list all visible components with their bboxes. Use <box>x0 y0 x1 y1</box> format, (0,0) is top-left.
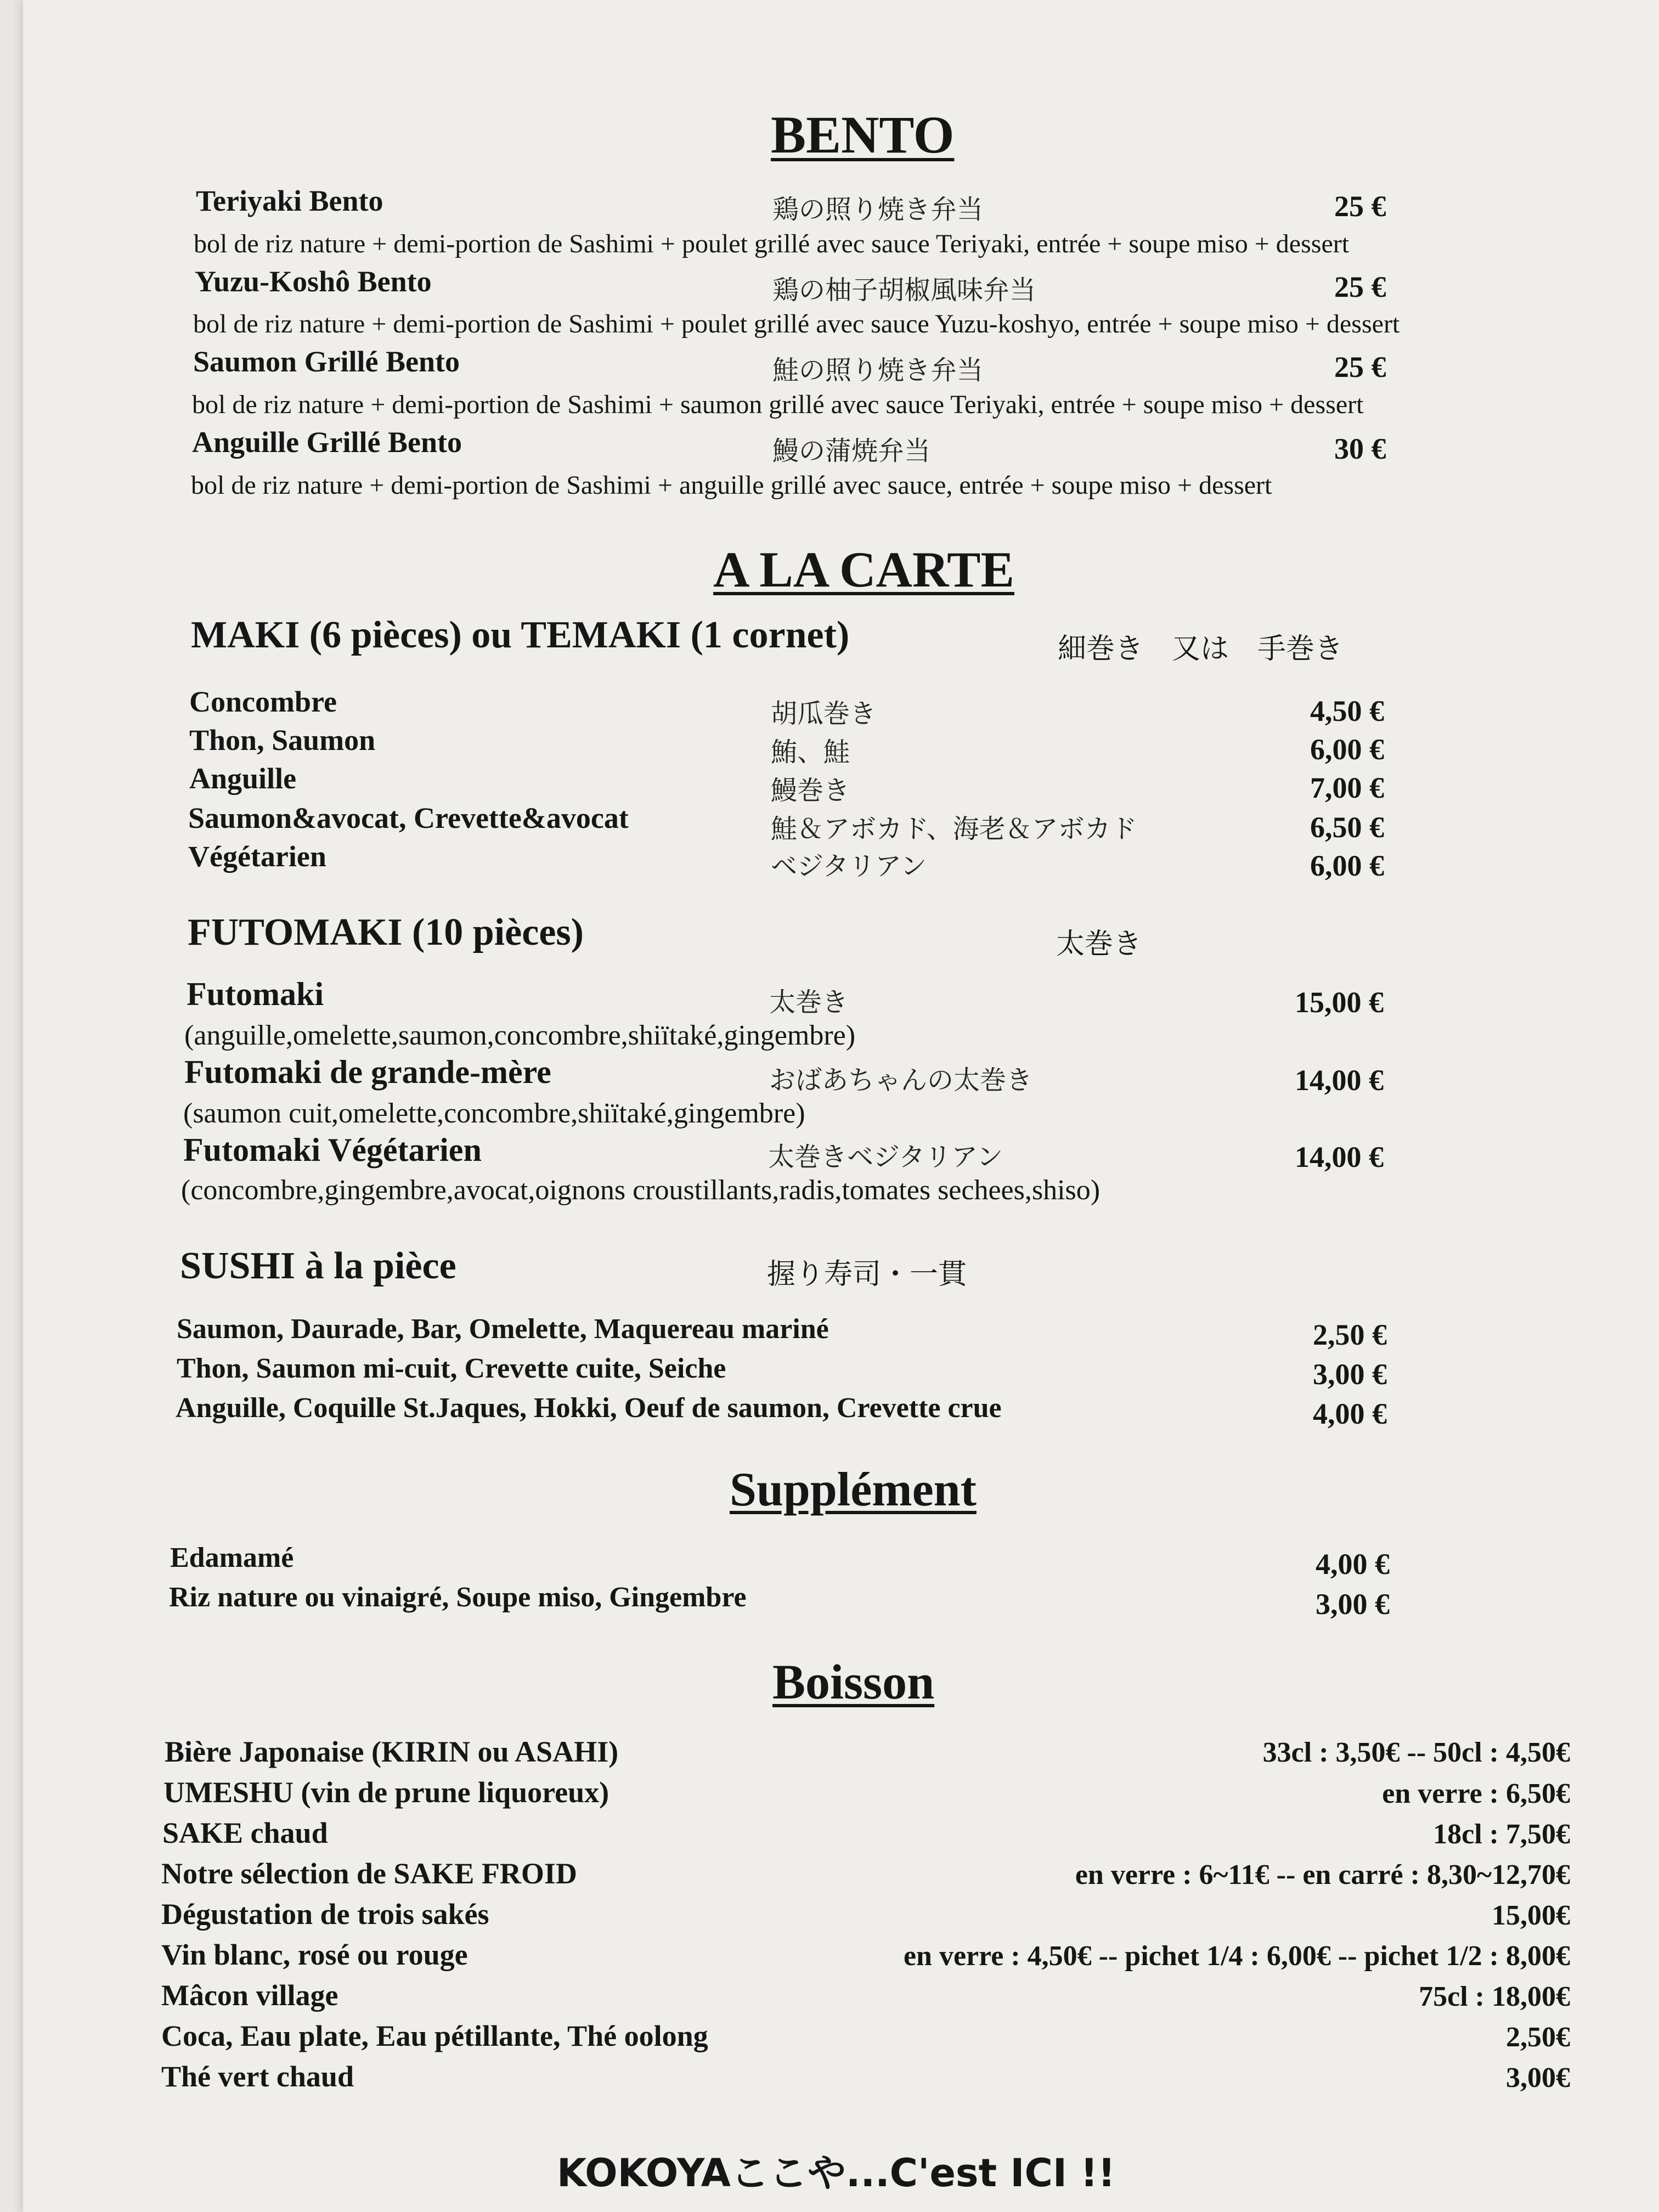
drink-name: Coca, Eau plate, Eau pétillante, Thé oolong <box>161 2019 708 2052</box>
sushi-heading-jp: 握り寿司・一貫 <box>767 1258 967 1291</box>
drink-price: en verre : 4,50€ -- pichet 1/4 : 6,00€ -- pichet 1/2 : 8,00€ <box>903 1940 1570 1972</box>
maki-item-jp: 鮪、鮭 <box>771 737 850 768</box>
bento-item-desc: bol de riz nature + demi-portion de Sashimi + anguille grillé avec sauce, entrée + soupe miso + dessert <box>191 471 1272 500</box>
maki-heading: MAKI (6 pièces) ou TEMAKI (1 cornet) <box>191 614 850 656</box>
drink-name: Vin blanc, rosé ou rouge <box>161 1938 468 1971</box>
maki-heading-jp: 細巻き 又は 手巻き <box>1058 633 1344 665</box>
bento-item-desc: bol de riz nature + demi-portion de Sashimi + poulet grillé avec sauce Yuzu-koshyo, entrée + soupe miso + dessert <box>193 309 1400 338</box>
sushi-item-price: 2,50 € <box>1313 1318 1387 1351</box>
bento-item-price: 30 € <box>1334 432 1386 465</box>
drink-price: en verre : 6,50€ <box>1382 1778 1570 1809</box>
section-title-boisson: Boisson <box>772 1655 935 1709</box>
supplement-item-price: 3,00 € <box>1316 1588 1390 1621</box>
maki-item-jp: ベジタリアン <box>771 851 927 882</box>
section-title-bento: BENTO <box>771 105 955 164</box>
maki-item-name: Thon, Saumon <box>189 724 376 757</box>
futomaki-item-name: Futomaki Végétarien <box>183 1132 482 1168</box>
sushi-item-price: 4,00 € <box>1313 1397 1387 1430</box>
bento-item-name: Anguille Grillé Bento <box>192 426 462 459</box>
bento-item-desc: bol de riz nature + demi-portion de Sashimi + poulet grillé avec sauce Teriyaki, entrée + soupe miso + dessert <box>194 229 1350 258</box>
drink-price: 3,00€ <box>1506 2062 1570 2094</box>
bento-item-name: Teriyaki Bento <box>196 184 383 217</box>
bento-item-name: Yuzu-Koshô Bento <box>195 265 432 298</box>
drink-name: Thé vert chaud <box>161 2060 354 2093</box>
bento-item-jp: 鶏の柚子胡椒風味弁当 <box>772 275 1036 306</box>
sushi-item-name: Saumon, Daurade, Bar, Omelette, Maquereau mariné <box>177 1313 829 1345</box>
bento-item-jp: 鮭の照り焼き弁当 <box>772 355 984 386</box>
section-title-a-la-carte: A LA CARTE <box>713 541 1014 597</box>
maki-item-name: Saumon&avocat, Crevette&avocat <box>188 802 629 834</box>
drink-name: UMESHU (vin de prune liquoreux) <box>163 1776 610 1809</box>
drink-price: 75cl : 18,00€ <box>1419 1981 1570 2012</box>
maki-item-price: 6,00 € <box>1310 849 1384 882</box>
drink-price: en verre : 6~11€ -- en carré : 8,30~12,70€ <box>1075 1859 1570 1891</box>
maki-item-price: 6,50 € <box>1310 811 1384 844</box>
futomaki-item-jp: 太巻き <box>769 987 849 1018</box>
drink-name: Dégustation de trois sakés <box>161 1898 489 1931</box>
bento-item-price: 25 € <box>1334 351 1386 383</box>
sushi-item-price: 3,00 € <box>1313 1358 1387 1391</box>
drink-price: 15,00€ <box>1492 1900 1570 1931</box>
supplement-item-name: Edamamé <box>170 1542 294 1573</box>
maki-item-jp: 鮭＆アボカド、海老＆アボカド <box>771 814 1137 844</box>
futomaki-item-jp: 太巻きベジタリアン <box>768 1142 1003 1172</box>
maki-item-jp: 鰻巻き <box>771 775 850 806</box>
sushi-heading: SUSHI à la pièce <box>180 1245 456 1287</box>
bento-item-name: Saumon Grillé Bento <box>193 345 460 378</box>
futomaki-item-desc: (concombre,gingembre,avocat,oignons croustillants,radis,tomates sechees,shiso) <box>181 1175 1101 1206</box>
bento-item-jp: 鰻の蒲焼弁当 <box>772 436 931 466</box>
drink-price: 33cl : 3,50€ -- 50cl : 4,50€ <box>1262 1737 1570 1768</box>
bento-item-price: 25 € <box>1334 190 1386 223</box>
maki-item-name: Anguille <box>189 762 297 795</box>
bento-item-price: 25 € <box>1334 270 1386 303</box>
bento-item-jp: 鶏の照り焼き弁当 <box>772 194 984 225</box>
futomaki-heading-jp: 太巻き <box>1056 928 1142 961</box>
sushi-item-name: Anguille, Coquille St.Jaques, Hokki, Oeuf de saumon, Crevette crue <box>176 1392 1002 1424</box>
sushi-item-name: Thon, Saumon mi-cuit, Crevette cuite, Seiche <box>177 1353 726 1384</box>
futomaki-item-price: 14,00 € <box>1295 1064 1384 1097</box>
futomaki-item-name: Futomaki <box>187 976 324 1012</box>
futomaki-item-price: 15,00 € <box>1295 986 1384 1019</box>
maki-item-name: Concombre <box>189 685 337 718</box>
footer-slogan: KOKOYAここや...C'est ICI !! <box>557 2151 1116 2196</box>
maki-item-price: 7,00 € <box>1310 771 1384 804</box>
supplement-item-name: Riz nature ou vinaigré, Soupe miso, Gingembre <box>169 1582 747 1613</box>
futomaki-item-desc: (saumon cuit,omelette,concombre,shiïtaké,gingembre) <box>183 1098 805 1129</box>
maki-item-price: 4,50 € <box>1310 695 1384 727</box>
futomaki-item-jp: おばあちゃんの太巻き <box>769 1065 1033 1096</box>
futomaki-item-price: 14,00 € <box>1295 1141 1384 1173</box>
supplement-item-price: 4,00 € <box>1316 1548 1390 1581</box>
section-title-supplement: Supplément <box>730 1463 977 1516</box>
futomaki-item-name: Futomaki de grande-mère <box>184 1054 551 1090</box>
maki-item-jp: 胡瓜巻き <box>771 698 877 729</box>
maki-item-name: Végétarien <box>188 840 326 873</box>
drink-name: SAKE chaud <box>162 1816 328 1849</box>
drink-name: Notre sélection de SAKE FROID <box>161 1857 577 1890</box>
drink-name: Mâcon village <box>161 1979 338 2012</box>
drink-price: 18cl : 7,50€ <box>1433 1819 1570 1850</box>
maki-item-price: 6,00 € <box>1310 733 1384 766</box>
futomaki-heading: FUTOMAKI (10 pièces) <box>188 911 584 953</box>
bento-item-desc: bol de riz nature + demi-portion de Sashimi + saumon grillé avec sauce Teriyaki, entrée + soupe miso + dessert <box>192 390 1364 419</box>
futomaki-item-desc: (anguille,omelette,saumon,concombre,shiïtaké,gingembre) <box>184 1020 856 1051</box>
drink-name: Bière Japonaise (KIRIN ou ASAHI) <box>165 1735 619 1768</box>
drink-price: 2,50€ <box>1506 2022 1570 2053</box>
